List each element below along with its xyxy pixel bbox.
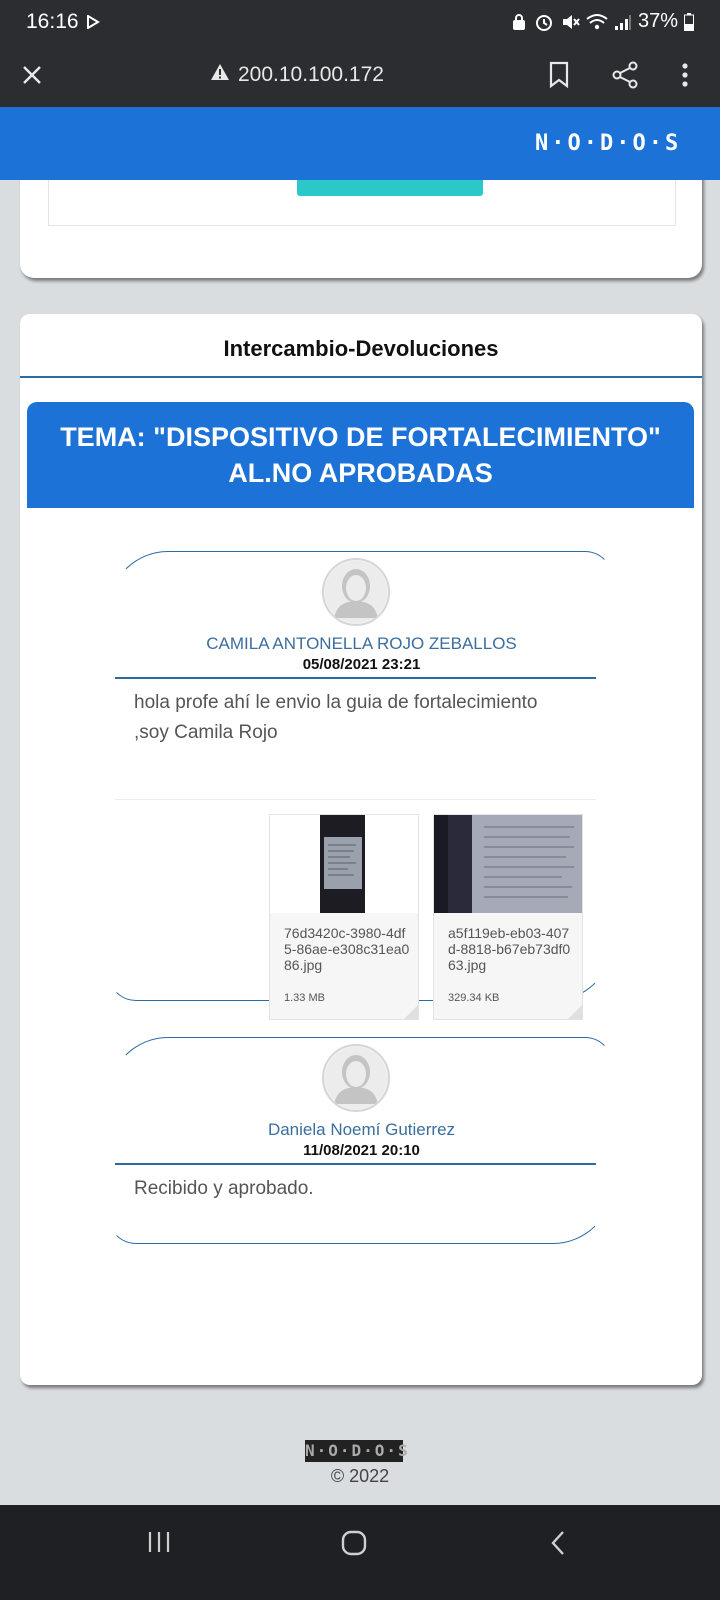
attachment-filename: a5f119eb-eb03-407d-8818-b67eb73df063.jpg <box>448 925 571 973</box>
page-fold <box>568 1005 582 1019</box>
mute-icon <box>560 12 580 32</box>
comment-bubble <box>108 1037 613 1244</box>
attachment-filesize: 329.34 KB <box>448 992 500 1004</box>
system-nav-bar <box>0 1505 720 1600</box>
attachments-separator <box>115 799 596 800</box>
share-icon[interactable] <box>611 61 639 94</box>
comment-author: CAMILA ANTONELLA ROJO ZEBALLOS <box>206 634 517 653</box>
attachment-card[interactable] <box>433 814 583 1020</box>
back-icon[interactable] <box>550 1530 566 1561</box>
footer-logo: N·O·D·O·S <box>305 1441 410 1460</box>
play-store-icon <box>86 15 100 34</box>
alarm-icon <box>534 12 554 32</box>
topic-banner: TEMA: "DISPOSITIVO DE FORTALECIMIENTO" AL.NO APROBADAS <box>27 402 694 508</box>
app-header <box>0 107 720 180</box>
home-icon[interactable] <box>340 1530 368 1561</box>
comment-text: Recibido y aprobado. <box>134 1178 314 1199</box>
recent-apps-icon[interactable] <box>147 1530 171 1559</box>
attachment-thumbnail[interactable] <box>434 815 582 913</box>
comment-divider <box>115 677 596 679</box>
comment-divider <box>115 1163 596 1165</box>
url-text: 200.10.100.172 <box>238 63 384 86</box>
avatar <box>322 558 390 626</box>
comment-author: Daniela Noemí Gutierrez <box>267 1120 456 1139</box>
status-bar <box>0 0 720 44</box>
attachment-card[interactable] <box>269 814 419 1020</box>
wifi-icon <box>586 13 608 31</box>
section-title: Intercambio-Devoluciones <box>223 336 499 361</box>
bookmark-icon[interactable] <box>548 61 570 94</box>
status-icons <box>510 10 694 33</box>
nodos-logo[interactable]: N·O·D·O·S <box>535 131 682 156</box>
footer-copyright: © 2022 <box>330 1466 390 1486</box>
warning-icon <box>210 63 230 87</box>
comment-bubble <box>108 551 613 1004</box>
lock-icon <box>510 13 528 31</box>
attachment-thumbnail[interactable] <box>270 815 418 913</box>
signal-icon <box>614 13 632 31</box>
attachment-filename: 76d3420c-3980-4df5-86ae-e308c31ea086.jpg <box>284 925 410 973</box>
exchange-card <box>20 314 702 1385</box>
more-options-icon[interactable] <box>681 62 689 93</box>
battery-icon <box>684 13 694 31</box>
status-time: 16:16 <box>26 10 79 33</box>
comment-date: 05/08/2021 23:21 <box>302 656 421 673</box>
title-divider <box>20 376 702 378</box>
browser-toolbar <box>0 44 720 107</box>
teal-action-button[interactable] <box>297 178 483 196</box>
address-bar[interactable] <box>210 63 384 87</box>
page-fold <box>404 1005 418 1019</box>
comment-text: hola profe ahí le envio la guia de fortalecimiento ,soy Camila Rojo <box>134 692 538 743</box>
close-icon[interactable] <box>20 63 44 92</box>
comment-date: 11/08/2021 20:10 <box>303 1142 420 1159</box>
attachment-filesize: 1.33 MB <box>284 992 325 1004</box>
avatar <box>322 1044 390 1112</box>
battery-percent: 37% <box>637 10 678 32</box>
